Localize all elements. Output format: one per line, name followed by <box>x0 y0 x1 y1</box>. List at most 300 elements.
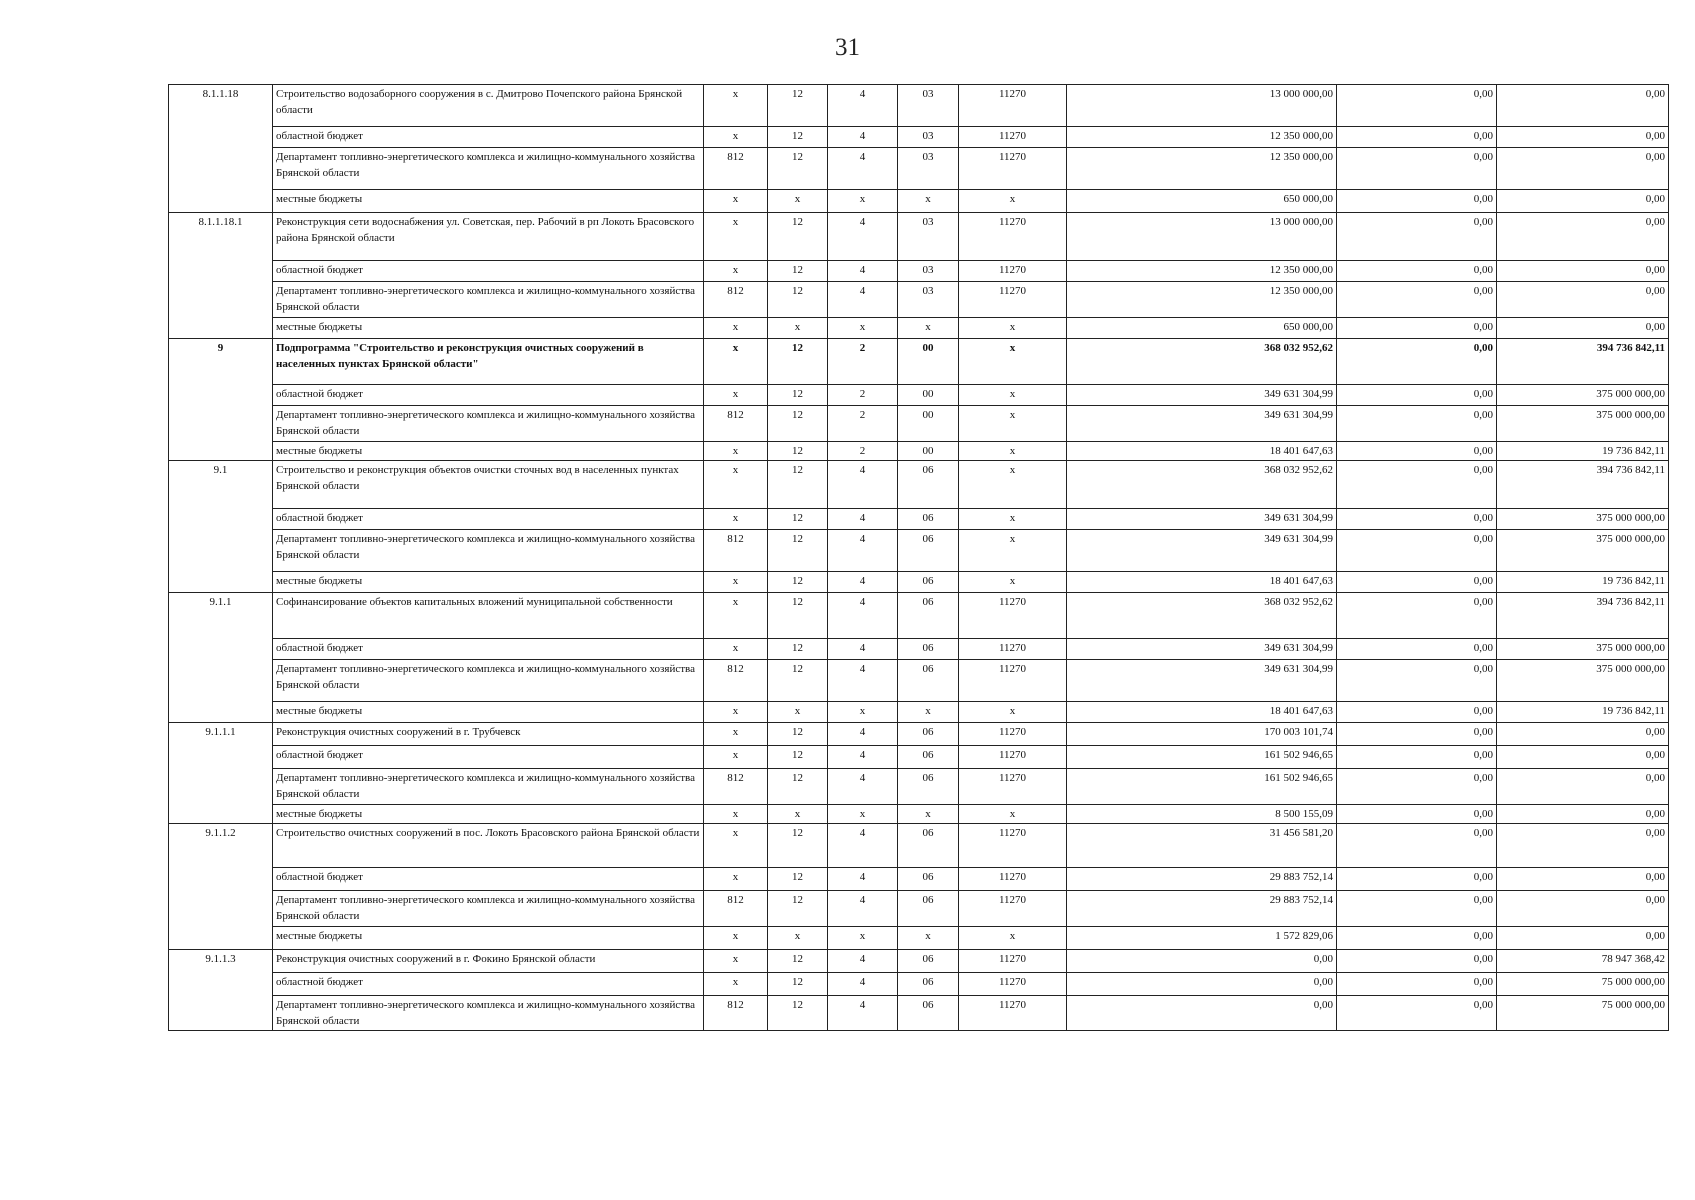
row-name-cell: Департамент топливно-энергетического комплекса и жилищно-коммунального хозяйства Брянской области <box>273 660 704 702</box>
row-name-cell: Строительство водозаборного сооружения в с. Дмитрово Почепского района Брянской области <box>273 85 704 127</box>
code-direction-cell: 11270 <box>959 660 1067 702</box>
code-pr-cell: 4 <box>828 282 898 318</box>
code-direction-cell: 11270 <box>959 148 1067 190</box>
amount-year1-cell: 349 631 304,99 <box>1067 385 1337 406</box>
row-name-cell: областной бюджет <box>273 261 704 282</box>
code-gr-cell: 812 <box>704 891 768 927</box>
row-name-cell: местные бюджеты <box>273 572 704 593</box>
code-rz-cell: 12 <box>768 769 828 805</box>
row-number-cell: 9.1 <box>169 461 273 593</box>
code-pr-cell: 4 <box>828 85 898 127</box>
code-pp-cell: х <box>898 190 959 213</box>
amount-year2-cell: 0,00 <box>1337 639 1497 660</box>
code-gr-cell: х <box>704 593 768 639</box>
amount-year3-cell: 0,00 <box>1497 769 1669 805</box>
code-pp-cell: 06 <box>898 660 959 702</box>
code-direction-cell: х <box>959 927 1067 950</box>
row-number-cell: 9.1.1.1 <box>169 723 273 824</box>
code-rz-cell: 12 <box>768 868 828 891</box>
code-rz-cell: 12 <box>768 891 828 927</box>
amount-year1-cell: 349 631 304,99 <box>1067 639 1337 660</box>
code-pp-cell: 06 <box>898 868 959 891</box>
code-gr-cell: 812 <box>704 282 768 318</box>
code-pp-cell: 06 <box>898 530 959 572</box>
code-pp-cell: 00 <box>898 339 959 385</box>
code-pp-cell: х <box>898 927 959 950</box>
code-pp-cell: 06 <box>898 572 959 593</box>
amount-year3-cell: 0,00 <box>1497 148 1669 190</box>
amount-year3-cell: 0,00 <box>1497 318 1669 339</box>
code-pr-cell: 4 <box>828 509 898 530</box>
row-name-cell: Департамент топливно-энергетического комплекса и жилищно-коммунального хозяйства Брянской области <box>273 996 704 1031</box>
amount-year3-cell: 0,00 <box>1497 213 1669 261</box>
code-pr-cell: 4 <box>828 868 898 891</box>
code-direction-cell: х <box>959 385 1067 406</box>
table-row <box>169 509 1669 530</box>
amount-year3-cell: 0,00 <box>1497 85 1669 127</box>
code-gr-cell: 812 <box>704 530 768 572</box>
amount-year3-cell: 0,00 <box>1497 805 1669 824</box>
amount-year3-cell: 0,00 <box>1497 891 1669 927</box>
row-name-cell: областной бюджет <box>273 639 704 660</box>
amount-year1-cell: 31 456 581,20 <box>1067 824 1337 868</box>
row-name-cell: областной бюджет <box>273 746 704 769</box>
row-number-cell: 9.1.1.3 <box>169 950 273 1031</box>
amount-year1-cell: 12 350 000,00 <box>1067 127 1337 148</box>
code-pp-cell: 03 <box>898 213 959 261</box>
code-pp-cell: 06 <box>898 973 959 996</box>
amount-year1-cell: 29 883 752,14 <box>1067 868 1337 891</box>
code-gr-cell: х <box>704 824 768 868</box>
amount-year1-cell: 18 401 647,63 <box>1067 702 1337 723</box>
amount-year1-cell: 12 350 000,00 <box>1067 148 1337 190</box>
code-gr-cell: 812 <box>704 148 768 190</box>
code-pp-cell: 00 <box>898 406 959 442</box>
code-pr-cell: х <box>828 702 898 723</box>
amount-year3-cell: 19 736 842,11 <box>1497 442 1669 461</box>
amount-year3-cell: 75 000 000,00 <box>1497 996 1669 1031</box>
row-name-cell: местные бюджеты <box>273 805 704 824</box>
row-name-cell: Софинансирование объектов капитальных вложений муниципальной собственности <box>273 593 704 639</box>
code-gr-cell: х <box>704 461 768 509</box>
code-gr-cell: х <box>704 261 768 282</box>
amount-year1-cell: 170 003 101,74 <box>1067 723 1337 746</box>
code-direction-cell: 11270 <box>959 213 1067 261</box>
amount-year2-cell: 0,00 <box>1337 746 1497 769</box>
code-pr-cell: 4 <box>828 723 898 746</box>
amount-year1-cell: 368 032 952,62 <box>1067 461 1337 509</box>
code-direction-cell: х <box>959 442 1067 461</box>
table-row <box>169 950 1669 973</box>
amount-year2-cell: 0,00 <box>1337 927 1497 950</box>
amount-year1-cell: 161 502 946,65 <box>1067 769 1337 805</box>
code-rz-cell: 12 <box>768 385 828 406</box>
code-direction-cell: 11270 <box>959 824 1067 868</box>
page-number: 31 <box>835 34 860 61</box>
amount-year2-cell: 0,00 <box>1337 593 1497 639</box>
code-pr-cell: 4 <box>828 639 898 660</box>
table-row <box>169 530 1669 572</box>
code-pr-cell: 4 <box>828 973 898 996</box>
row-number-cell: 9.1.1 <box>169 593 273 723</box>
code-pp-cell: 00 <box>898 385 959 406</box>
amount-year2-cell: 0,00 <box>1337 973 1497 996</box>
amount-year2-cell: 0,00 <box>1337 213 1497 261</box>
code-direction-cell: х <box>959 702 1067 723</box>
amount-year1-cell: 368 032 952,62 <box>1067 339 1337 385</box>
code-direction-cell: 11270 <box>959 950 1067 973</box>
code-direction-cell: х <box>959 339 1067 385</box>
code-gr-cell: х <box>704 805 768 824</box>
table-row <box>169 261 1669 282</box>
amount-year3-cell: 0,00 <box>1497 190 1669 213</box>
code-pr-cell: х <box>828 805 898 824</box>
code-rz-cell: 12 <box>768 593 828 639</box>
code-rz-cell: 12 <box>768 461 828 509</box>
row-name-cell: областной бюджет <box>273 973 704 996</box>
amount-year2-cell: 0,00 <box>1337 769 1497 805</box>
code-direction-cell: 11270 <box>959 996 1067 1031</box>
code-gr-cell: х <box>704 213 768 261</box>
code-rz-cell: 12 <box>768 148 828 190</box>
code-pr-cell: 4 <box>828 148 898 190</box>
amount-year3-cell: 0,00 <box>1497 723 1669 746</box>
amount-year1-cell: 29 883 752,14 <box>1067 891 1337 927</box>
table-row <box>169 593 1669 639</box>
amount-year3-cell: 75 000 000,00 <box>1497 973 1669 996</box>
code-pr-cell: 4 <box>828 572 898 593</box>
code-pp-cell: 06 <box>898 723 959 746</box>
code-direction-cell: 11270 <box>959 891 1067 927</box>
table-row <box>169 442 1669 461</box>
code-pp-cell: 06 <box>898 639 959 660</box>
code-gr-cell: 812 <box>704 996 768 1031</box>
code-rz-cell: 12 <box>768 442 828 461</box>
amount-year2-cell: 0,00 <box>1337 509 1497 530</box>
amount-year2-cell: 0,00 <box>1337 282 1497 318</box>
code-rz-cell: 12 <box>768 996 828 1031</box>
amount-year3-cell: 394 736 842,11 <box>1497 461 1669 509</box>
table-row <box>169 805 1669 824</box>
row-name-cell: областной бюджет <box>273 509 704 530</box>
code-gr-cell: х <box>704 509 768 530</box>
code-gr-cell: х <box>704 746 768 769</box>
amount-year1-cell: 12 350 000,00 <box>1067 282 1337 318</box>
amount-year3-cell: 394 736 842,11 <box>1497 593 1669 639</box>
row-name-cell: Строительство очистных сооружений в пос. Локоть Брасовского района Брянской области <box>273 824 704 868</box>
code-pr-cell: 4 <box>828 461 898 509</box>
amount-year3-cell: 375 000 000,00 <box>1497 509 1669 530</box>
row-name-cell: Строительство и реконструкция объектов очистки сточных вод в населенных пунктах Брянской области <box>273 461 704 509</box>
table-row <box>169 702 1669 723</box>
row-name-cell: областной бюджет <box>273 127 704 148</box>
code-gr-cell: 812 <box>704 769 768 805</box>
table-row <box>169 127 1669 148</box>
code-gr-cell: х <box>704 723 768 746</box>
amount-year2-cell: 0,00 <box>1337 891 1497 927</box>
row-name-cell: местные бюджеты <box>273 190 704 213</box>
code-rz-cell: 12 <box>768 723 828 746</box>
amount-year2-cell: 0,00 <box>1337 805 1497 824</box>
row-name-cell: Департамент топливно-энергетического комплекса и жилищно-коммунального хозяйства Брянской области <box>273 891 704 927</box>
row-name-cell: местные бюджеты <box>273 927 704 950</box>
code-pr-cell: 2 <box>828 406 898 442</box>
code-direction-cell: х <box>959 530 1067 572</box>
amount-year1-cell: 0,00 <box>1067 950 1337 973</box>
code-pp-cell: 00 <box>898 442 959 461</box>
amount-year1-cell: 368 032 952,62 <box>1067 593 1337 639</box>
amount-year3-cell: 375 000 000,00 <box>1497 385 1669 406</box>
code-direction-cell: 11270 <box>959 593 1067 639</box>
amount-year1-cell: 13 000 000,00 <box>1067 213 1337 261</box>
code-direction-cell: х <box>959 805 1067 824</box>
table-row <box>169 660 1669 702</box>
amount-year2-cell: 0,00 <box>1337 318 1497 339</box>
table-row <box>169 148 1669 190</box>
row-name-cell: Департамент топливно-энергетического комплекса и жилищно-коммунального хозяйства Брянской области <box>273 406 704 442</box>
code-pp-cell: 06 <box>898 746 959 769</box>
code-pp-cell: 06 <box>898 824 959 868</box>
code-gr-cell: х <box>704 572 768 593</box>
code-rz-cell: 12 <box>768 85 828 127</box>
amount-year1-cell: 18 401 647,63 <box>1067 442 1337 461</box>
amount-year1-cell: 13 000 000,00 <box>1067 85 1337 127</box>
code-direction-cell: х <box>959 509 1067 530</box>
amount-year1-cell: 18 401 647,63 <box>1067 572 1337 593</box>
code-rz-cell: 12 <box>768 213 828 261</box>
amount-year2-cell: 0,00 <box>1337 442 1497 461</box>
code-direction-cell: 11270 <box>959 127 1067 148</box>
code-rz-cell: 12 <box>768 660 828 702</box>
code-gr-cell: х <box>704 868 768 891</box>
code-pr-cell: 4 <box>828 950 898 973</box>
code-pp-cell: 03 <box>898 85 959 127</box>
code-pp-cell: 06 <box>898 509 959 530</box>
code-rz-cell: х <box>768 927 828 950</box>
table-row <box>169 927 1669 950</box>
table-row <box>169 723 1669 746</box>
amount-year1-cell: 8 500 155,09 <box>1067 805 1337 824</box>
code-rz-cell: х <box>768 318 828 339</box>
table-row <box>169 572 1669 593</box>
code-pr-cell: 4 <box>828 261 898 282</box>
code-direction-cell: 11270 <box>959 85 1067 127</box>
code-rz-cell: 12 <box>768 824 828 868</box>
amount-year2-cell: 0,00 <box>1337 868 1497 891</box>
table-row <box>169 891 1669 927</box>
code-pp-cell: 06 <box>898 461 959 509</box>
amount-year1-cell: 12 350 000,00 <box>1067 261 1337 282</box>
code-rz-cell: 12 <box>768 973 828 996</box>
amount-year2-cell: 0,00 <box>1337 261 1497 282</box>
code-pp-cell: 03 <box>898 148 959 190</box>
code-direction-cell: х <box>959 461 1067 509</box>
code-direction-cell: х <box>959 406 1067 442</box>
code-gr-cell: х <box>704 339 768 385</box>
code-rz-cell: х <box>768 190 828 213</box>
code-rz-cell: 12 <box>768 530 828 572</box>
code-pr-cell: 2 <box>828 385 898 406</box>
code-gr-cell: х <box>704 85 768 127</box>
row-name-cell: местные бюджеты <box>273 442 704 461</box>
table-row <box>169 639 1669 660</box>
code-gr-cell: х <box>704 127 768 148</box>
table-row <box>169 769 1669 805</box>
row-name-cell: Подпрограмма "Строительство и реконструкция очистных сооружений в населенных пунктах Брянской области" <box>273 339 704 385</box>
code-pr-cell: 4 <box>828 769 898 805</box>
table-row <box>169 868 1669 891</box>
table-row <box>169 213 1669 261</box>
code-pp-cell: 06 <box>898 996 959 1031</box>
row-number-cell: 9.1.1.2 <box>169 824 273 950</box>
amount-year3-cell: 0,00 <box>1497 868 1669 891</box>
amount-year3-cell: 375 000 000,00 <box>1497 639 1669 660</box>
table-row <box>169 461 1669 509</box>
amount-year1-cell: 349 631 304,99 <box>1067 406 1337 442</box>
table-row <box>169 746 1669 769</box>
amount-year3-cell: 0,00 <box>1497 261 1669 282</box>
code-gr-cell: х <box>704 385 768 406</box>
amount-year1-cell: 349 631 304,99 <box>1067 530 1337 572</box>
code-pr-cell: 4 <box>828 660 898 702</box>
row-number-cell: 9 <box>169 339 273 461</box>
code-pp-cell: 06 <box>898 891 959 927</box>
code-pr-cell: 4 <box>828 213 898 261</box>
amount-year1-cell: 161 502 946,65 <box>1067 746 1337 769</box>
table-row <box>169 85 1669 127</box>
code-rz-cell: х <box>768 702 828 723</box>
amount-year2-cell: 0,00 <box>1337 824 1497 868</box>
code-rz-cell: 12 <box>768 282 828 318</box>
code-pp-cell: х <box>898 702 959 723</box>
code-gr-cell: х <box>704 190 768 213</box>
amount-year3-cell: 19 736 842,11 <box>1497 572 1669 593</box>
table-row <box>169 282 1669 318</box>
code-gr-cell: х <box>704 927 768 950</box>
amount-year2-cell: 0,00 <box>1337 660 1497 702</box>
code-direction-cell: 11270 <box>959 261 1067 282</box>
amount-year3-cell: 0,00 <box>1497 927 1669 950</box>
code-pr-cell: х <box>828 318 898 339</box>
row-name-cell: Департамент топливно-энергетического комплекса и жилищно-коммунального хозяйства Брянской области <box>273 148 704 190</box>
amount-year2-cell: 0,00 <box>1337 723 1497 746</box>
code-direction-cell: х <box>959 572 1067 593</box>
row-name-cell: областной бюджет <box>273 868 704 891</box>
amount-year3-cell: 375 000 000,00 <box>1497 660 1669 702</box>
code-gr-cell: х <box>704 442 768 461</box>
code-rz-cell: 12 <box>768 127 828 148</box>
code-pr-cell: 4 <box>828 530 898 572</box>
amount-year2-cell: 0,00 <box>1337 406 1497 442</box>
table-row <box>169 385 1669 406</box>
code-gr-cell: 812 <box>704 660 768 702</box>
code-gr-cell: 812 <box>704 406 768 442</box>
table-row <box>169 824 1669 868</box>
row-name-cell: местные бюджеты <box>273 318 704 339</box>
amount-year2-cell: 0,00 <box>1337 339 1497 385</box>
code-pr-cell: 2 <box>828 339 898 385</box>
code-rz-cell: 12 <box>768 339 828 385</box>
amount-year2-cell: 0,00 <box>1337 385 1497 406</box>
code-rz-cell: х <box>768 805 828 824</box>
code-direction-cell: 11270 <box>959 723 1067 746</box>
code-rz-cell: 12 <box>768 406 828 442</box>
table-row <box>169 973 1669 996</box>
amount-year3-cell: 0,00 <box>1497 824 1669 868</box>
row-number-cell: 8.1.1.18 <box>169 85 273 213</box>
budget-table <box>168 84 1669 1031</box>
code-pr-cell: 4 <box>828 824 898 868</box>
table-row <box>169 190 1669 213</box>
table-row <box>169 339 1669 385</box>
code-direction-cell: 11270 <box>959 639 1067 660</box>
amount-year3-cell: 375 000 000,00 <box>1497 530 1669 572</box>
code-rz-cell: 12 <box>768 572 828 593</box>
code-gr-cell: х <box>704 702 768 723</box>
code-rz-cell: 12 <box>768 639 828 660</box>
code-gr-cell: х <box>704 318 768 339</box>
amount-year1-cell: 0,00 <box>1067 973 1337 996</box>
code-direction-cell: 11270 <box>959 973 1067 996</box>
amount-year3-cell: 78 947 368,42 <box>1497 950 1669 973</box>
amount-year2-cell: 0,00 <box>1337 127 1497 148</box>
code-pp-cell: 03 <box>898 282 959 318</box>
code-gr-cell: х <box>704 973 768 996</box>
table-row <box>169 996 1669 1031</box>
amount-year1-cell: 349 631 304,99 <box>1067 660 1337 702</box>
code-pp-cell: 03 <box>898 127 959 148</box>
code-rz-cell: 12 <box>768 950 828 973</box>
code-pr-cell: х <box>828 927 898 950</box>
amount-year3-cell: 0,00 <box>1497 746 1669 769</box>
row-name-cell: Реконструкция очистных сооружений в г. Фокино Брянской области <box>273 950 704 973</box>
code-rz-cell: 12 <box>768 261 828 282</box>
code-pp-cell: 06 <box>898 593 959 639</box>
code-gr-cell: х <box>704 950 768 973</box>
amount-year2-cell: 0,00 <box>1337 148 1497 190</box>
amount-year2-cell: 0,00 <box>1337 530 1497 572</box>
table-row <box>169 318 1669 339</box>
amount-year1-cell: 1 572 829,06 <box>1067 927 1337 950</box>
row-name-cell: Департамент топливно-энергетического комплекса и жилищно-коммунального хозяйства Брянской области <box>273 769 704 805</box>
amount-year3-cell: 394 736 842,11 <box>1497 339 1669 385</box>
amount-year2-cell: 0,00 <box>1337 461 1497 509</box>
table-row <box>169 406 1669 442</box>
row-name-cell: местные бюджеты <box>273 702 704 723</box>
table-body <box>169 85 1669 1031</box>
amount-year2-cell: 0,00 <box>1337 190 1497 213</box>
code-pr-cell: 4 <box>828 746 898 769</box>
row-name-cell: Департамент топливно-энергетического комплекса и жилищно-коммунального хозяйства Брянской области <box>273 530 704 572</box>
amount-year1-cell: 650 000,00 <box>1067 318 1337 339</box>
code-direction-cell: 11270 <box>959 746 1067 769</box>
code-pr-cell: х <box>828 190 898 213</box>
code-pp-cell: 03 <box>898 261 959 282</box>
amount-year2-cell: 0,00 <box>1337 950 1497 973</box>
amount-year3-cell: 0,00 <box>1497 127 1669 148</box>
amount-year2-cell: 0,00 <box>1337 702 1497 723</box>
code-pr-cell: 4 <box>828 127 898 148</box>
amount-year2-cell: 0,00 <box>1337 996 1497 1031</box>
amount-year3-cell: 375 000 000,00 <box>1497 406 1669 442</box>
row-name-cell: Департамент топливно-энергетического комплекса и жилищно-коммунального хозяйства Брянской области <box>273 282 704 318</box>
amount-year2-cell: 0,00 <box>1337 572 1497 593</box>
code-direction-cell: х <box>959 190 1067 213</box>
row-name-cell: областной бюджет <box>273 385 704 406</box>
amount-year3-cell: 19 736 842,11 <box>1497 702 1669 723</box>
code-direction-cell: х <box>959 318 1067 339</box>
code-pp-cell: 06 <box>898 950 959 973</box>
